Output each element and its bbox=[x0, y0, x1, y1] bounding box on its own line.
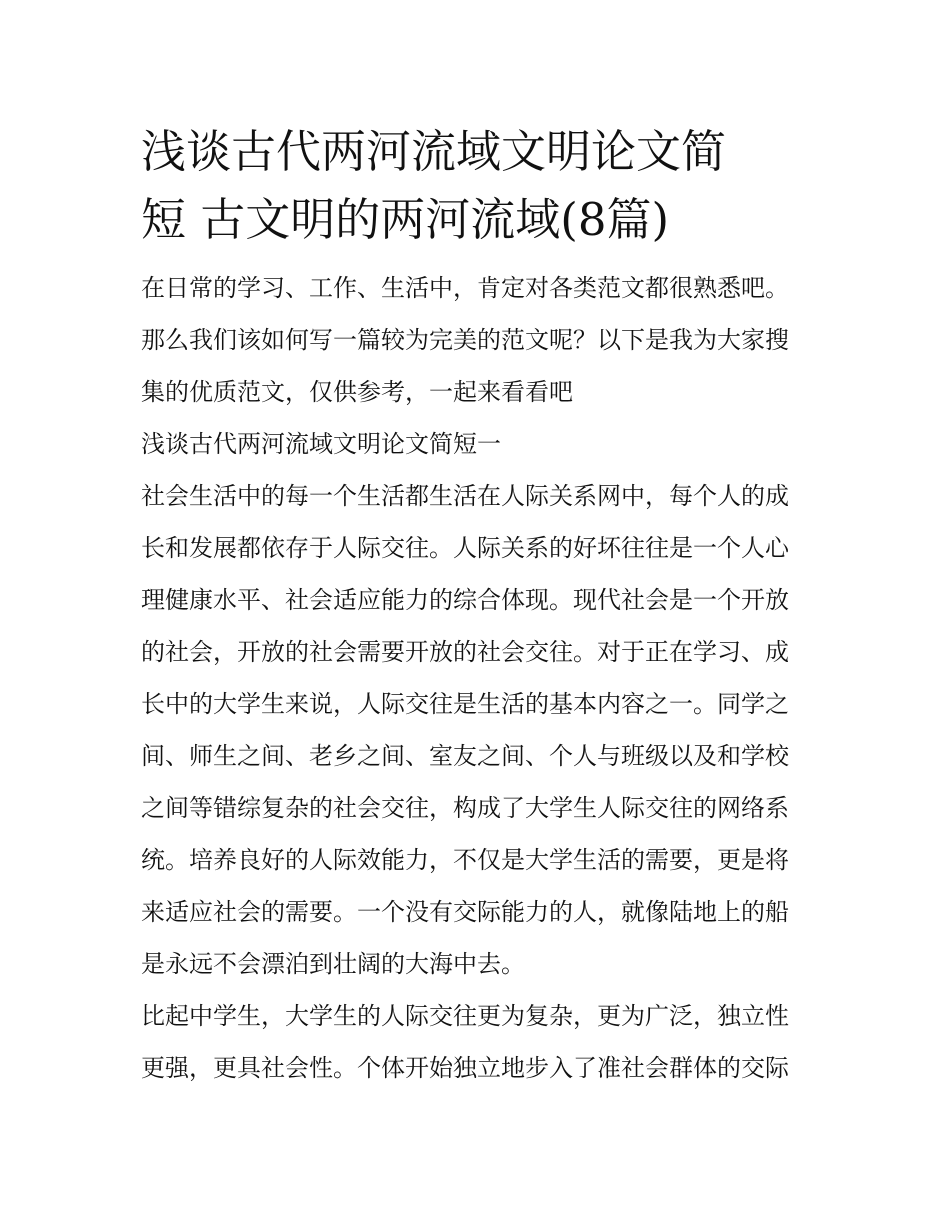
document-content bbox=[141, 118, 813, 1094]
paragraph-line: 长和发展都依存于人际交往。人际关系的好坏往往是一个人心 bbox=[141, 534, 789, 562]
intro-line: 在日常的学习、工作、生活中，肯定对各类范文都很熟悉吧。 bbox=[141, 274, 789, 302]
paragraph-line: 来适应社会的需要。一个没有交际能力的人，就像陆地上的船 bbox=[141, 898, 789, 926]
paragraph-line: 是永远不会漂泊到壮阔的大海中去。 bbox=[141, 950, 525, 978]
title-line-2: 短 古文明的两河流域(8篇) bbox=[141, 193, 670, 246]
body-paragraph-1 bbox=[141, 470, 813, 990]
section-heading-text: 浅谈古代两河流域文明论文简短一 bbox=[141, 430, 501, 458]
paragraph-line: 的社会，开放的社会需要开放的社会交往。对于正在学习、成 bbox=[141, 638, 789, 666]
paragraph-line: 理健康水平、社会适应能力的综合体现。现代社会是一个开放 bbox=[141, 586, 789, 614]
paragraph-line: 间、师生之间、老乡之间、室友之间、个人与班级以及和学校 bbox=[141, 742, 789, 770]
intro-line: 那么我们该如何写一篇较为完美的范文呢？以下是我为大家搜 bbox=[141, 326, 789, 354]
paragraph-line: 比起中学生，大学生的人际交往更为复杂，更为广泛，独立性 bbox=[141, 1002, 789, 1030]
intro-line: 集的优质范文，仅供参考，一起来看看吧 bbox=[141, 378, 573, 406]
paragraph-line: 之间等错综复杂的社会交往，构成了大学生人际交往的网络系 bbox=[141, 794, 789, 822]
section-heading bbox=[141, 418, 813, 470]
title-line-1: 浅谈古代两河流域文明论文简 bbox=[141, 125, 727, 178]
paragraph-line: 统。培养良好的人际效能力，不仅是大学生活的需要，更是将 bbox=[141, 846, 789, 874]
paragraph-line: 更强，更具社会性。个体开始独立地步入了准社会群体的交际 bbox=[141, 1054, 789, 1082]
paragraph-line: 社会生活中的每一个生活都生活在人际关系网中，每个人的成 bbox=[141, 482, 789, 510]
paragraph-line: 长中的大学生来说，人际交往是生活的基本内容之一。同学之 bbox=[141, 690, 789, 718]
intro-paragraph bbox=[141, 262, 813, 418]
document-title bbox=[141, 118, 813, 254]
body-paragraph-2 bbox=[141, 990, 813, 1094]
